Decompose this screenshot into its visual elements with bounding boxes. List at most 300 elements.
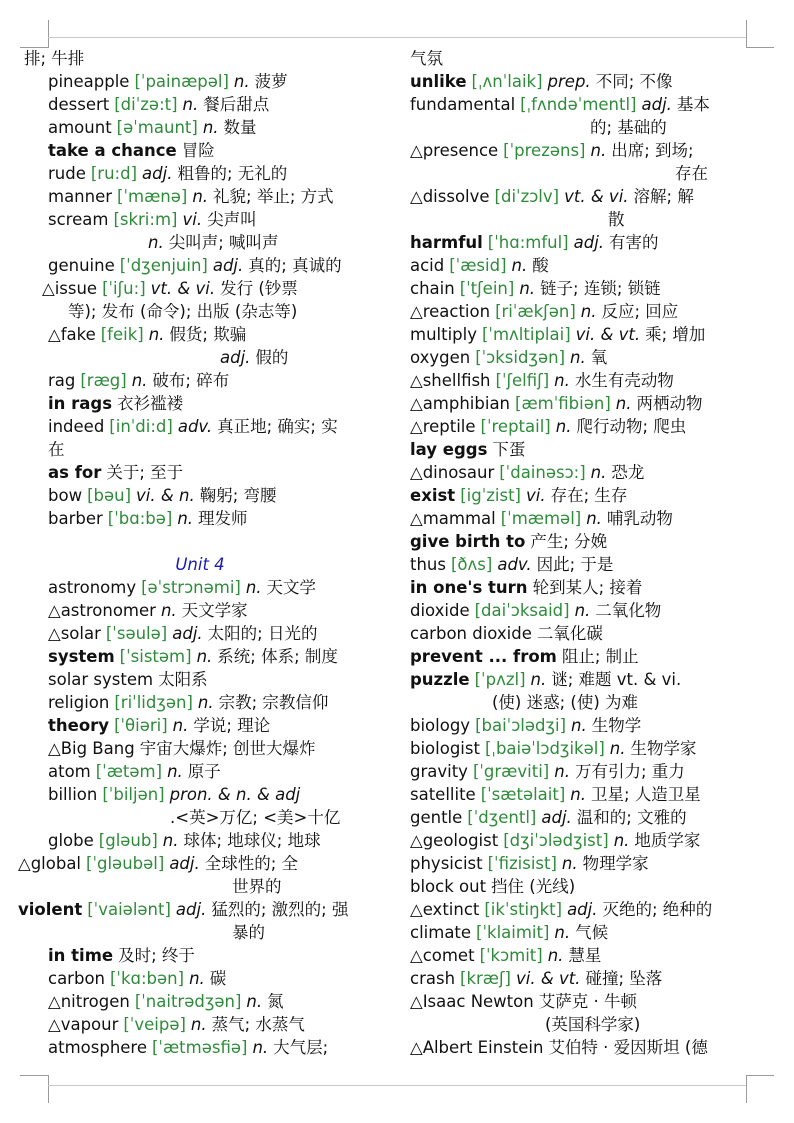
- headword: globe: [48, 831, 94, 850]
- part-of-speech: adj.: [142, 164, 173, 183]
- vocab-entry: [410, 737, 794, 760]
- headword: △dissolve: [410, 187, 490, 206]
- vocab-entry: [410, 990, 794, 1013]
- definition: 二氧化物: [595, 601, 662, 620]
- vocab-entry: [410, 783, 794, 806]
- definition: 反应; 回应: [601, 302, 679, 321]
- entry-continuation: [0, 300, 400, 323]
- headword: acid: [410, 256, 445, 275]
- part-of-speech: n.: [555, 417, 572, 436]
- vocab-entry: [0, 691, 400, 714]
- headword: dessert: [48, 95, 110, 114]
- headword: △issue: [42, 279, 98, 298]
- vocab-entry: [0, 990, 400, 1013]
- definition: 气候: [575, 923, 609, 942]
- headword: △reptile: [410, 417, 476, 436]
- phonetic: [riˈækʃən]: [495, 302, 576, 321]
- headword: give birth to: [410, 532, 526, 551]
- part-of-speech: n.: [160, 601, 177, 620]
- vocab-entry: [410, 668, 794, 691]
- headword: △Isaac Newton: [410, 992, 534, 1011]
- part-of-speech: n.: [202, 118, 219, 137]
- vocab-entry: [410, 300, 794, 323]
- headword: take a chance: [48, 141, 177, 160]
- definition: 系统; 体系; 制度: [217, 647, 338, 666]
- definition: 原子: [187, 762, 221, 781]
- definition: 猛烈的; 激烈的; 强: [211, 900, 349, 919]
- entry-continuation: [410, 208, 794, 231]
- vocab-entry: [0, 714, 400, 737]
- headword: thus: [410, 555, 446, 574]
- headword: △dinosaur: [410, 463, 495, 482]
- phonetic: [ˈiʃu:]: [102, 279, 146, 298]
- definition: 万有引力; 重力: [574, 762, 685, 781]
- definition: 出席; 到场;: [611, 141, 694, 160]
- definition: 及时; 终于: [118, 946, 195, 965]
- vocab-entry: [410, 530, 794, 553]
- entry-continuation: [0, 806, 400, 829]
- part-of-speech: n.: [189, 969, 205, 988]
- part-of-speech: n.: [613, 831, 630, 850]
- definition: 水生有壳动物: [574, 371, 674, 390]
- vocab-entry: [0, 139, 400, 162]
- definition: 关于; 至于: [106, 463, 184, 482]
- phonetic: [ru:d]: [90, 164, 138, 183]
- part-of-speech: adj.: [641, 95, 672, 114]
- phonetic: [ˌbaiəˈlɔdʒikəl]: [484, 739, 605, 758]
- definition: 乘; 增加: [645, 325, 706, 344]
- headword: physicist: [410, 854, 483, 873]
- phonetic: [ˈætməsfiə]: [152, 1038, 248, 1057]
- definition: 天文学: [266, 578, 317, 597]
- definition: 谜; 难题 vt. & vi.: [551, 670, 682, 689]
- definition: 酸: [532, 256, 549, 275]
- headword: △global: [18, 854, 82, 873]
- phonetic: [daiˈɔksaid]: [474, 601, 570, 620]
- part-of-speech: adj.: [220, 348, 251, 367]
- definition: 的; 基础的: [590, 118, 667, 137]
- vocab-entry: [410, 346, 794, 369]
- phonetic: [baiˈɔlədʒi]: [475, 716, 567, 735]
- phonetic: [diˈzɔlv]: [494, 187, 560, 206]
- definition: 温和的; 文雅的: [576, 808, 687, 827]
- definition: (使) 迷惑; (使) 为难: [492, 693, 639, 712]
- part-of-speech: n.: [177, 509, 194, 528]
- phonetic: [ˈgləubəl]: [86, 854, 165, 873]
- phonetic: [ˈsəulə]: [105, 624, 168, 643]
- part-of-speech: n.: [615, 394, 632, 413]
- headword: in one's turn: [410, 578, 528, 597]
- definition: 宇宙大爆炸; 创世大爆炸: [139, 739, 316, 758]
- definition: 物理学家: [582, 854, 649, 873]
- headword: theory: [48, 716, 110, 735]
- phonetic: [ˈveipə]: [123, 1015, 186, 1034]
- definition: 氧: [590, 348, 608, 367]
- headword: △amphibian: [410, 394, 511, 413]
- vocab-entry: [0, 323, 400, 346]
- phonetic: [ˈkɑ:bən]: [110, 969, 185, 988]
- definition: 衣衫褴褛: [117, 394, 184, 413]
- definition: 排; 牛排: [24, 49, 85, 68]
- phonetic: [ˈprezəns]: [503, 141, 586, 160]
- definition: 存在; 生存: [550, 486, 628, 505]
- definition: 生物学: [591, 716, 642, 735]
- definition: 球体; 地球仪; 地球: [183, 831, 321, 850]
- part-of-speech: n.: [561, 854, 578, 873]
- vocab-entry: [0, 277, 400, 300]
- phonetic: [ˌfʌndəˈmentl]: [520, 95, 637, 114]
- phonetic: [gləub]: [98, 831, 158, 850]
- vocab-entry: [410, 944, 794, 967]
- phonetic: [ˈdʒentl]: [467, 808, 537, 827]
- crop-mark-br-h: [746, 1075, 774, 1076]
- definition: 因此; 于是: [536, 555, 614, 574]
- definition: 慧星: [568, 946, 602, 965]
- vocab-entry: [0, 162, 400, 185]
- vocab-entry: [410, 231, 794, 254]
- definition: 大气层;: [273, 1038, 329, 1057]
- part-of-speech: vt. & vi.: [564, 187, 629, 206]
- vocab-entry: [410, 760, 794, 783]
- phonetic: [ˈmænə]: [117, 187, 188, 206]
- part-of-speech: n.: [233, 72, 250, 91]
- phonetic: [ˈklaimit]: [476, 923, 550, 942]
- phonetic: [ˈvaiələnt]: [87, 900, 171, 919]
- headword: △vapour: [48, 1015, 119, 1034]
- headword: system: [48, 647, 115, 666]
- definition: 礼貌; 举止; 方式: [213, 187, 334, 206]
- definition: 溶解; 解: [633, 187, 694, 206]
- definition: 下蛋: [492, 440, 526, 459]
- part-of-speech: n.: [162, 831, 179, 850]
- definition: 粗鲁的; 无礼的: [177, 164, 288, 183]
- definition: 卫星; 人造卫星: [591, 785, 701, 804]
- phonetic: [ˈnaitrədʒən]: [134, 992, 242, 1011]
- definition: 存在: [675, 164, 708, 183]
- part-of-speech: n.: [182, 95, 199, 114]
- crop-mark-tr-v: [746, 20, 747, 48]
- vocab-entry: [0, 116, 400, 139]
- part-of-speech: vi. & vt.: [575, 325, 641, 344]
- vocab-entry: [0, 1013, 400, 1036]
- definition: 产生; 分娩: [530, 532, 608, 551]
- vocab-entry: [410, 806, 794, 829]
- definition: 阻止; 制止: [561, 647, 639, 666]
- definition: 尖叫声; 喊叫声: [168, 233, 279, 252]
- vocab-entry: [0, 1036, 400, 1059]
- vocab-entry: [0, 369, 400, 392]
- headword: rag: [48, 371, 76, 390]
- part-of-speech: n.: [530, 670, 547, 689]
- headword: chain: [410, 279, 455, 298]
- phonetic: [æmˈfibiən]: [515, 394, 611, 413]
- vocab-entry: [0, 967, 400, 990]
- part-of-speech: vi.: [182, 210, 203, 229]
- vocab-entry: [410, 875, 794, 898]
- headword: astronomy: [48, 578, 137, 597]
- definition: 等); 发布 (命令); 出版 (杂志等): [68, 302, 298, 321]
- phonetic: [əˈstrɔnəmi]: [141, 578, 241, 597]
- crop-mark-bl-v: [48, 1075, 49, 1103]
- headword: puzzle: [410, 670, 470, 689]
- definition: 太阳的; 日光的: [207, 624, 318, 643]
- headword: bow: [48, 486, 83, 505]
- headword: △solar: [48, 624, 101, 643]
- headword: △shellfish: [410, 371, 491, 390]
- vocab-entry: [0, 829, 400, 852]
- phonetic: [igˈzist]: [460, 486, 521, 505]
- phonetic: [əˈmaunt]: [116, 118, 198, 137]
- vocab-entry: [0, 737, 400, 760]
- part-of-speech: adj.: [573, 233, 605, 252]
- entry-continuation: [0, 921, 400, 944]
- entry-continuation: [0, 875, 400, 898]
- vocab-entry: [410, 70, 794, 93]
- definition: 菠萝: [254, 72, 288, 91]
- vocab-entry: [410, 185, 794, 208]
- headword: solar system: [48, 670, 154, 689]
- vocab-entry: [410, 484, 794, 507]
- headword: billion: [48, 785, 98, 804]
- phonetic: [ˈdainəsɔ:]: [499, 463, 586, 482]
- headword: genuine: [48, 256, 115, 275]
- definition: 恐龙: [611, 463, 645, 482]
- definition: 真的; 真诚的: [248, 256, 342, 275]
- phonetic: [kræʃ]: [460, 969, 511, 988]
- definition: 蒸气; 水蒸气: [211, 1015, 305, 1034]
- definition: 破布; 碎布: [152, 371, 230, 390]
- headword: prevent ... from: [410, 647, 557, 666]
- vocab-entry: [0, 507, 400, 530]
- definition: 爬行动物; 爬虫: [576, 417, 687, 436]
- headword: atmosphere: [48, 1038, 147, 1057]
- part-of-speech: n.: [519, 279, 536, 298]
- headword: scream: [48, 210, 109, 229]
- headword: biology: [410, 716, 471, 735]
- headword: lay eggs: [410, 440, 488, 459]
- headword: satellite: [410, 785, 476, 804]
- vocab-entry: [410, 438, 794, 461]
- phonetic: [diˈzə:t]: [114, 95, 178, 114]
- vocab-entry: [410, 714, 794, 737]
- vocab-entry: [0, 484, 400, 507]
- definition: 假货; 欺骗: [169, 325, 247, 344]
- entry-continuation: [410, 162, 794, 185]
- headword: exist: [410, 486, 456, 505]
- phonetic: [ˈθiəri]: [114, 716, 168, 735]
- definition: 轮到某人; 接着: [532, 578, 643, 597]
- vocab-entry: [410, 576, 794, 599]
- phonetic: [ˈɔksidʒən]: [475, 348, 566, 367]
- headword: religion: [48, 693, 110, 712]
- definition: 太阳系: [158, 670, 208, 689]
- definition: 基本: [676, 95, 710, 114]
- part-of-speech: n.: [570, 348, 586, 367]
- part-of-speech: n.: [590, 141, 607, 160]
- headword: barber: [48, 509, 103, 528]
- vocab-entry: [410, 369, 794, 392]
- definition: 真正地; 确实; 实: [217, 417, 338, 436]
- headword: unlike: [410, 72, 467, 91]
- definition: 全球性的; 全: [204, 854, 299, 873]
- part-of-speech: adv.: [177, 417, 213, 436]
- vocab-entry: [410, 93, 794, 116]
- headword: carbon: [48, 969, 105, 988]
- definition: 不同; 不像: [595, 72, 673, 91]
- headword: △Big Bang: [48, 739, 135, 758]
- definition: 灭绝的; 绝种的: [602, 900, 713, 919]
- definition: 艾伯特 · 爱因斯坦 (德: [548, 1038, 708, 1057]
- vocab-entry: [0, 461, 400, 484]
- definition: 暴的: [232, 923, 265, 942]
- definition: 有害的: [609, 233, 659, 252]
- vocab-entry: [410, 415, 794, 438]
- headword: △Albert Einstein: [410, 1038, 544, 1057]
- part-of-speech: n.: [246, 992, 263, 1011]
- definition: 假的: [255, 348, 289, 367]
- entry-continuation: [0, 231, 400, 254]
- definition: (英国科学家): [545, 1015, 641, 1034]
- vocab-entry: [0, 898, 400, 921]
- vocab-entry: [410, 139, 794, 162]
- vocab-entry: [0, 576, 400, 599]
- phonetic: [ˈæsid]: [449, 256, 507, 275]
- headword: △presence: [410, 141, 499, 160]
- definition: 艾萨克 · 牛顿: [538, 992, 637, 1011]
- vocab-entry: [410, 461, 794, 484]
- part-of-speech: n.: [245, 578, 262, 597]
- headword: block out: [410, 877, 487, 896]
- part-of-speech: n.: [586, 509, 602, 528]
- definition: 宗教; 宗教信仰: [218, 693, 329, 712]
- headword: △reaction: [410, 302, 491, 321]
- phonetic: [ˌʌnˈlaik]: [471, 72, 543, 91]
- part-of-speech: vi. & n.: [136, 486, 195, 505]
- headword: biologist: [410, 739, 480, 758]
- definition: 气氛: [410, 49, 443, 68]
- definition: 两栖动物: [636, 394, 703, 413]
- part-of-speech: vi.: [525, 486, 546, 505]
- phonetic: [ˈsætəlait]: [480, 785, 566, 804]
- headword: as for: [48, 463, 102, 482]
- vocab-entry: [410, 898, 794, 921]
- unit-heading: Unit 4: [175, 555, 225, 574]
- part-of-speech: n.: [554, 762, 570, 781]
- vocab-entry: [410, 852, 794, 875]
- definition: 发行 (钞票: [220, 279, 298, 298]
- phonetic: [riˈlidʒən]: [114, 693, 193, 712]
- phonetic: [ˈkɔmit]: [479, 946, 543, 965]
- definition: 氮: [267, 992, 284, 1011]
- vocab-entry: [410, 507, 794, 530]
- phonetic: [ˈreptail]: [480, 417, 551, 436]
- phonetic: [ikˈstiŋkt]: [484, 900, 563, 919]
- definition: 哺乳动物: [606, 509, 673, 528]
- vocab-entry: [410, 553, 794, 576]
- vocab-entry: [0, 852, 400, 875]
- headword: rude: [48, 164, 86, 183]
- phonetic: [ˈdʒenjuin]: [119, 256, 208, 275]
- vocab-entry: [0, 392, 400, 415]
- vocab-entry: [0, 944, 400, 967]
- vocab-entry: [410, 921, 794, 944]
- headword: atom: [48, 762, 91, 781]
- entry-continuation: [410, 691, 794, 714]
- definition: 在: [48, 440, 65, 459]
- phonetic: [ˈbiljən]: [102, 785, 165, 804]
- definition: 挡住 (光线): [491, 877, 576, 896]
- headword: manner: [48, 187, 113, 206]
- vocab-entry: [0, 622, 400, 645]
- vocab-entry: [0, 208, 400, 231]
- headword: fundamental: [410, 95, 516, 114]
- headword: dioxide: [410, 601, 470, 620]
- definition: 尖声叫: [207, 210, 257, 229]
- entry-continuation: [0, 438, 400, 461]
- phonetic: [ˈpʌzl]: [474, 670, 526, 689]
- part-of-speech: pron. & n. & adj: [169, 785, 301, 804]
- crop-mark-br-v: [746, 1075, 747, 1103]
- part-of-speech: vt. & vi.: [150, 279, 216, 298]
- vocab-entry: [410, 967, 794, 990]
- right-column: [410, 47, 794, 1059]
- definition: 冒险: [181, 141, 215, 160]
- headword: △comet: [410, 946, 475, 965]
- headword: △extinct: [410, 900, 480, 919]
- headword: multiply: [410, 325, 477, 344]
- phonetic: [ˈpainæpəl]: [134, 72, 229, 91]
- vocab-entry: [0, 645, 400, 668]
- part-of-speech: adj.: [567, 900, 598, 919]
- definition: 生物学家: [630, 739, 697, 758]
- page-top-border: [48, 37, 746, 38]
- part-of-speech: n.: [172, 716, 189, 735]
- vocab-entry: [410, 392, 794, 415]
- vocab-entry: [0, 668, 400, 691]
- phonetic: [ðʌs]: [450, 555, 493, 574]
- phonetic: [ˈgræviti]: [472, 762, 550, 781]
- headword: oxygen: [410, 348, 471, 367]
- vocab-entry: [410, 1036, 794, 1059]
- vocab-entry: [410, 599, 794, 622]
- definition: 世界的: [232, 877, 282, 896]
- headword: in rags: [48, 394, 113, 413]
- definition: 理发师: [198, 509, 248, 528]
- definition: 链子; 连锁; 锁链: [540, 279, 661, 298]
- phonetic: [ræg]: [80, 371, 127, 390]
- entry-continuation: [410, 1013, 794, 1036]
- part-of-speech: n.: [554, 371, 570, 390]
- part-of-speech: adv.: [497, 555, 532, 574]
- phonetic: [skri:m]: [113, 210, 178, 229]
- definition: 地质学家: [634, 831, 701, 850]
- headword: pineapple: [48, 72, 130, 91]
- definition: 餐后甜点: [203, 95, 270, 114]
- definition: 散: [608, 210, 625, 229]
- headword: harmful: [410, 233, 483, 252]
- part-of-speech: n.: [148, 233, 164, 252]
- definition: 数量: [223, 118, 257, 137]
- vocab-entry: [0, 93, 400, 116]
- crop-mark-bl-h: [20, 1075, 48, 1076]
- definition: 鞠躬; 弯腰: [199, 486, 277, 505]
- entry-continuation: [0, 47, 400, 70]
- headword: △mammal: [410, 509, 496, 528]
- part-of-speech: prep.: [547, 72, 591, 91]
- blank-line: [0, 530, 400, 553]
- headword: gentle: [410, 808, 463, 827]
- headword: △nitrogen: [48, 992, 130, 1011]
